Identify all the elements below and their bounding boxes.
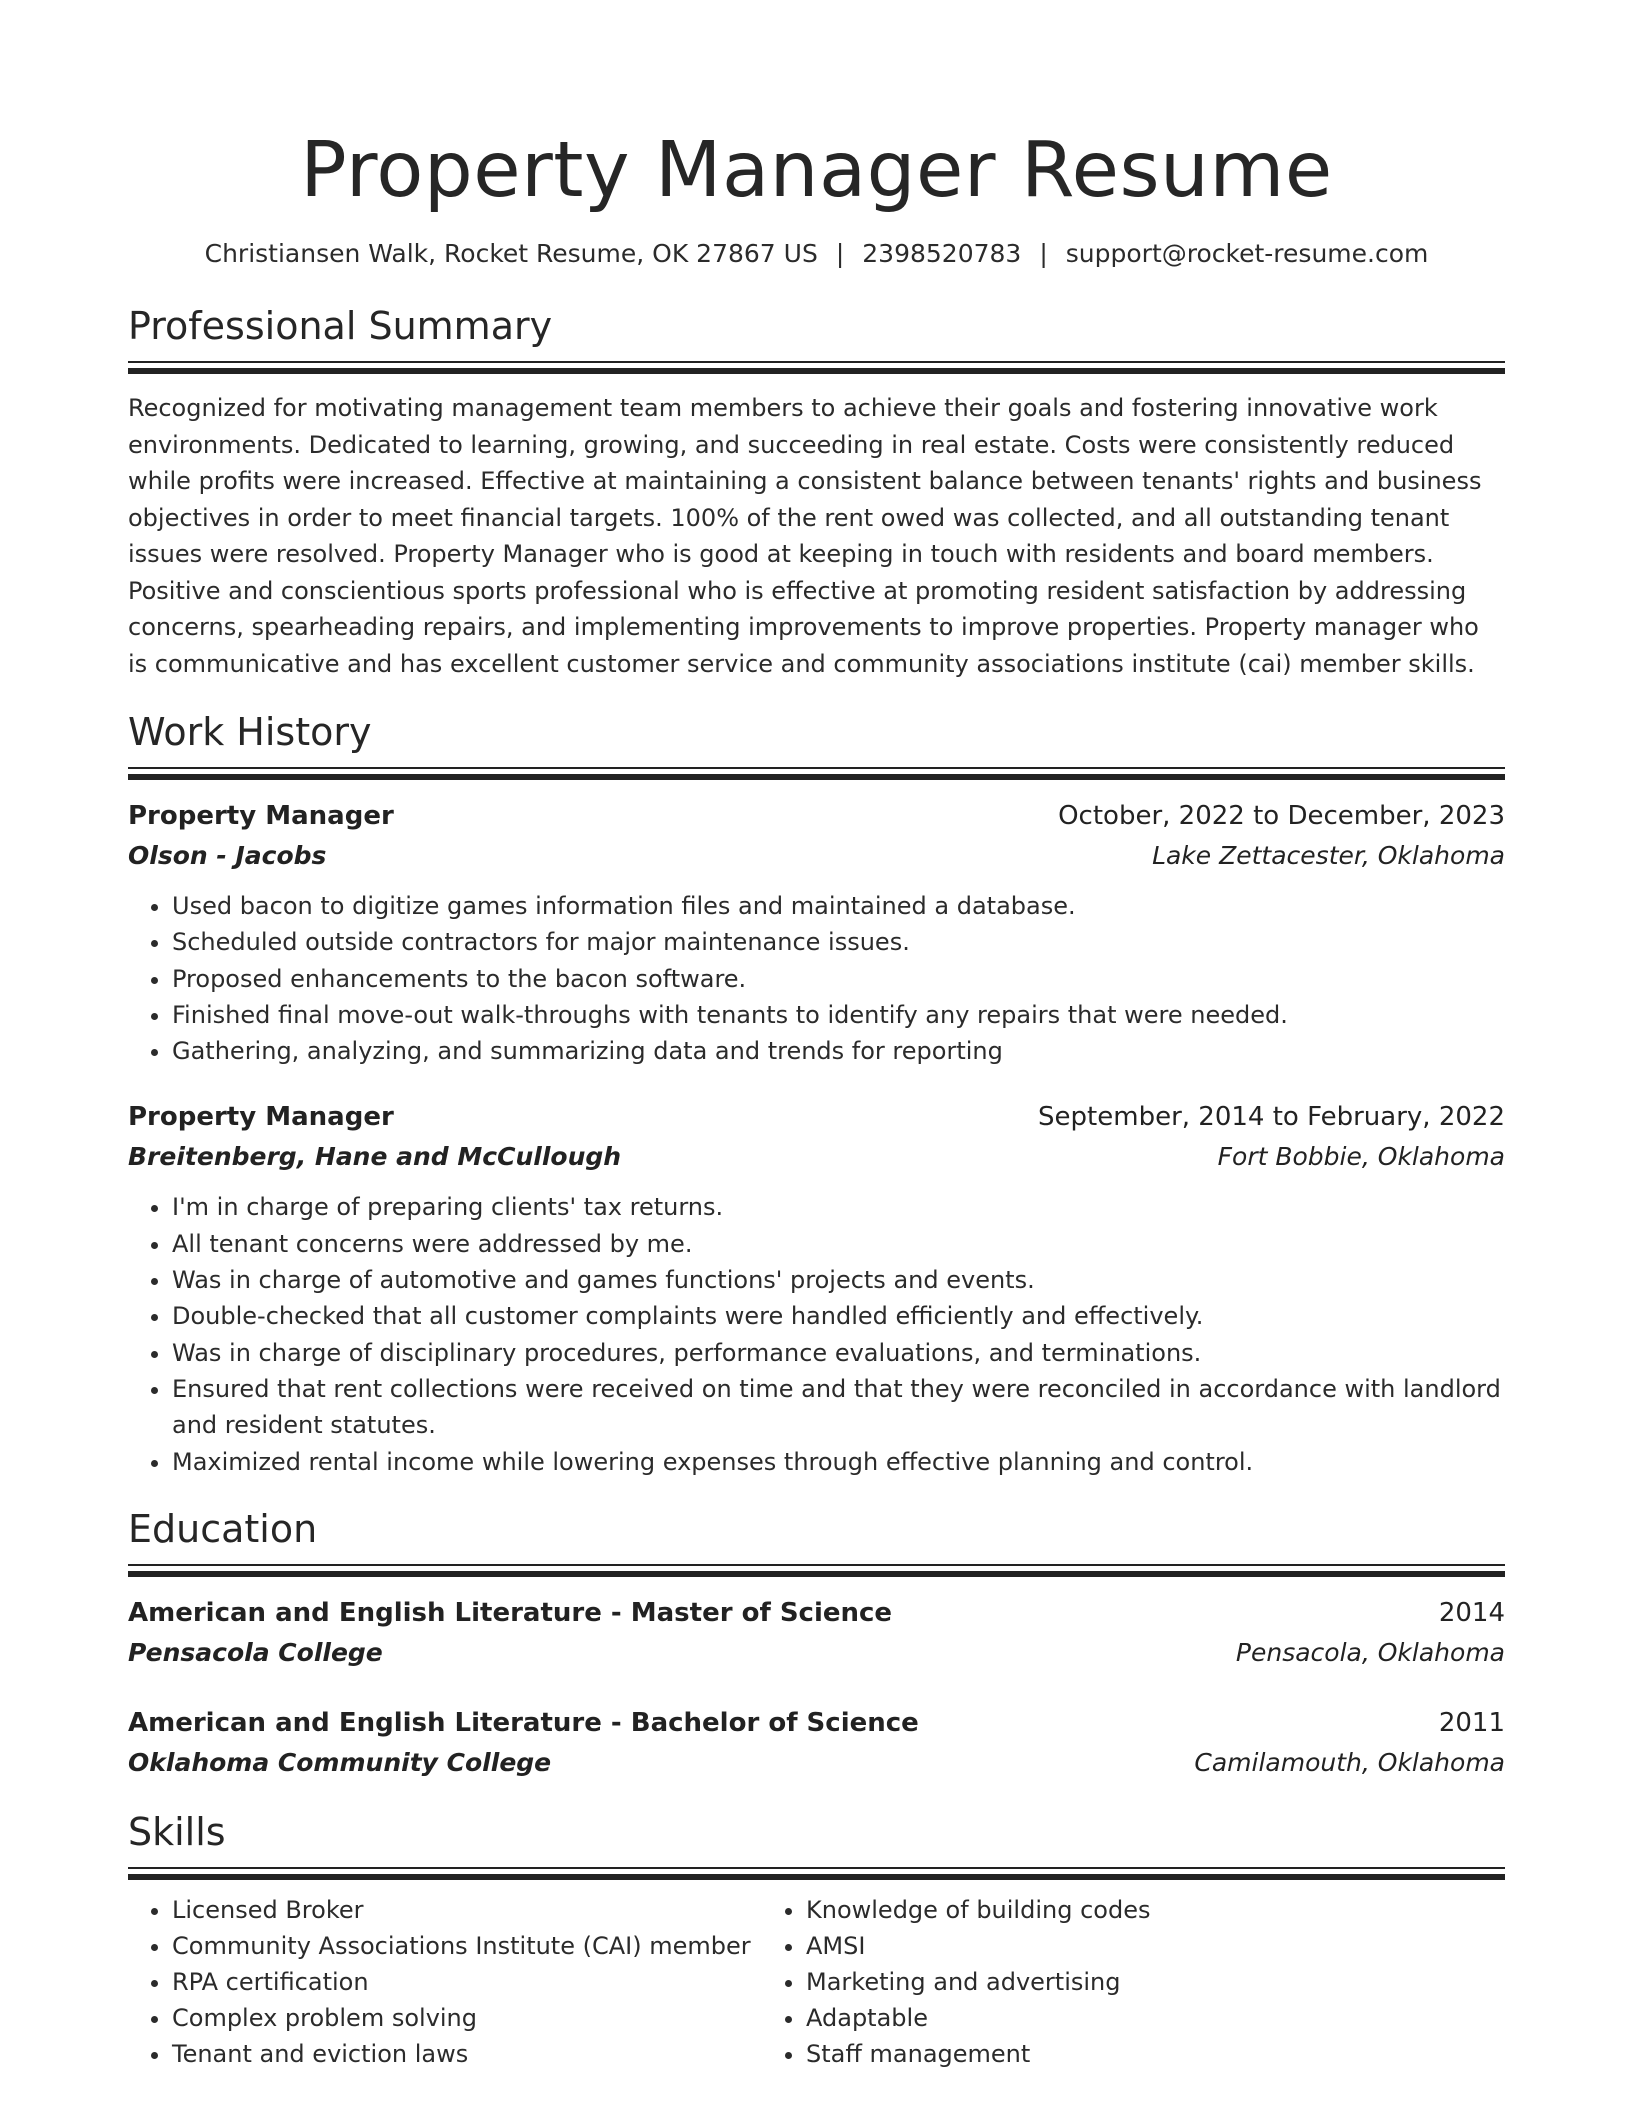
skills-list-left [128,1892,762,2072]
section-rule [128,1867,1505,1869]
section-rule [128,767,1505,769]
section-rule [128,1564,1505,1566]
list-item: • RPA certification [172,1964,762,2000]
education-entry [128,1593,1505,1673]
list-item: • Used bacon to digitize games information files and maintained a database. [172,888,1505,924]
section-rule [128,361,1505,363]
list-item: • Adaptable [806,2000,1396,2036]
list-item: • Maximized rental income while lowering expenses through effective planning and control. [172,1444,1505,1480]
contact-separator: | [1039,239,1048,268]
section-rule [128,1571,1505,1577]
section-heading: Skills [128,1809,226,1854]
section-heading: Professional Summary [128,304,553,348]
section-rule [128,774,1505,780]
list-item: • Marketing and advertising [806,1964,1396,2000]
list-item: • Was in charge of disciplinary procedures, performance evaluations, and terminations. [172,1335,1505,1371]
section-work-history [128,709,1505,1480]
contact-phone: 2398520783 [862,239,1022,268]
resume-title: Property Manager Resume [300,126,1333,215]
school-location: Pensacola, Oklahoma [1235,1637,1505,1667]
list-item: • Knowledge of building codes [806,1892,1396,1928]
education-entry [128,1703,1505,1783]
list-item: • All tenant concerns were addressed by me. [172,1226,1505,1262]
list-item: • Licensed Broker [172,1892,762,1928]
contact-email: support@rocket-resume.com [1065,239,1429,268]
list-item: • Tenant and eviction laws [172,2036,762,2072]
skills-list-right [762,1892,1396,2072]
list-item: • Finished final move-out walk-throughs with tenants to identify any repairs that were needed. [172,997,1505,1033]
job-entry [128,796,1505,1069]
list-item: • Proposed enhancements to the bacon software. [172,961,1505,997]
school-name: Pensacola College [128,1637,383,1667]
job-entry [128,1097,1505,1479]
job-bullets [128,1189,1505,1479]
contact-separator: | [835,239,845,268]
section-summary [128,303,1505,682]
job-dates: October, 2022 to December, 2023 [1058,801,1505,831]
list-item: • Gathering, analyzing, and summarizing data and trends for reporting [172,1033,1505,1069]
list-item: • Was in charge of automotive and games functions' projects and events. [172,1262,1505,1298]
list-item: • Complex problem solving [172,2000,762,2036]
list-item: • Community Associations Institute (CAI) member [172,1928,762,1964]
list-item: • Ensured that rent collections were received on time and that they were reconciled in accordance with landlord and resident statutes. [172,1371,1505,1444]
list-item: • AMSI [806,1928,1396,1964]
degree-title: American and English Literature - Master of Science [128,1597,893,1628]
school-name: Oklahoma Community College [128,1747,552,1777]
section-skills [128,1809,1505,2072]
degree-title: American and English Literature - Bachelor of Science [128,1707,919,1738]
education-year: 2011 [1438,1707,1505,1738]
job-employer: Olson - Jacobs [128,841,327,870]
summary-text: Recognized for motivating management team members to achieve their goals and fostering innovative work environments. Dedicated to learning, growing, and succeeding in real estate. Costs were consistently reduced while profits were increased. Effective at maintaining a consistent balance between tenants' rights and business objectives in order to meet financial targets. 100% of the rent owed was collected, and all outstanding tenant issues were resolved. Property Manager who is good at keeping in touch with residents and board members. Positive and conscientious sports professional who is effective at promoting resident satisfaction by addressing concerns, spearheading repairs, and implementing improvements to improve properties. Property manager who is communicative and has excellent customer service and community associations institute (cai) member skills. [128,394,1482,678]
contact-address: Christiansen Walk, Rocket Resume, OK 27867 US [204,239,818,268]
job-dates: September, 2014 to February, 2022 [1038,1102,1505,1133]
list-item: • Double-checked that all customer complaints were handled efficiently and effectively. [172,1298,1505,1334]
school-location: Camilamouth, Oklahoma [1194,1747,1505,1777]
education-year: 2014 [1438,1597,1505,1628]
list-item: • Scheduled outside contractors for major maintenance issues. [172,924,1505,960]
skills-columns [128,1892,1505,2072]
job-title: Property Manager [128,801,394,831]
section-heading: Work History [128,710,372,754]
list-item: • Staff management [806,2036,1396,2072]
resume-page [128,0,1505,2072]
job-bullets [128,888,1505,1069]
section-rule [128,368,1505,374]
section-education [128,1506,1505,1783]
section-heading: Education [128,1506,318,1551]
section-rule [128,1874,1505,1880]
job-title: Property Manager [128,1102,394,1133]
contact-line [128,237,1505,271]
list-item: • I'm in charge of preparing clients' tax returns. [172,1189,1505,1225]
job-employer: Breitenberg, Hane and McCullough [128,1142,622,1172]
job-location: Lake Zettacester, Oklahoma [1152,841,1505,870]
job-location: Fort Bobbie, Oklahoma [1217,1142,1505,1172]
